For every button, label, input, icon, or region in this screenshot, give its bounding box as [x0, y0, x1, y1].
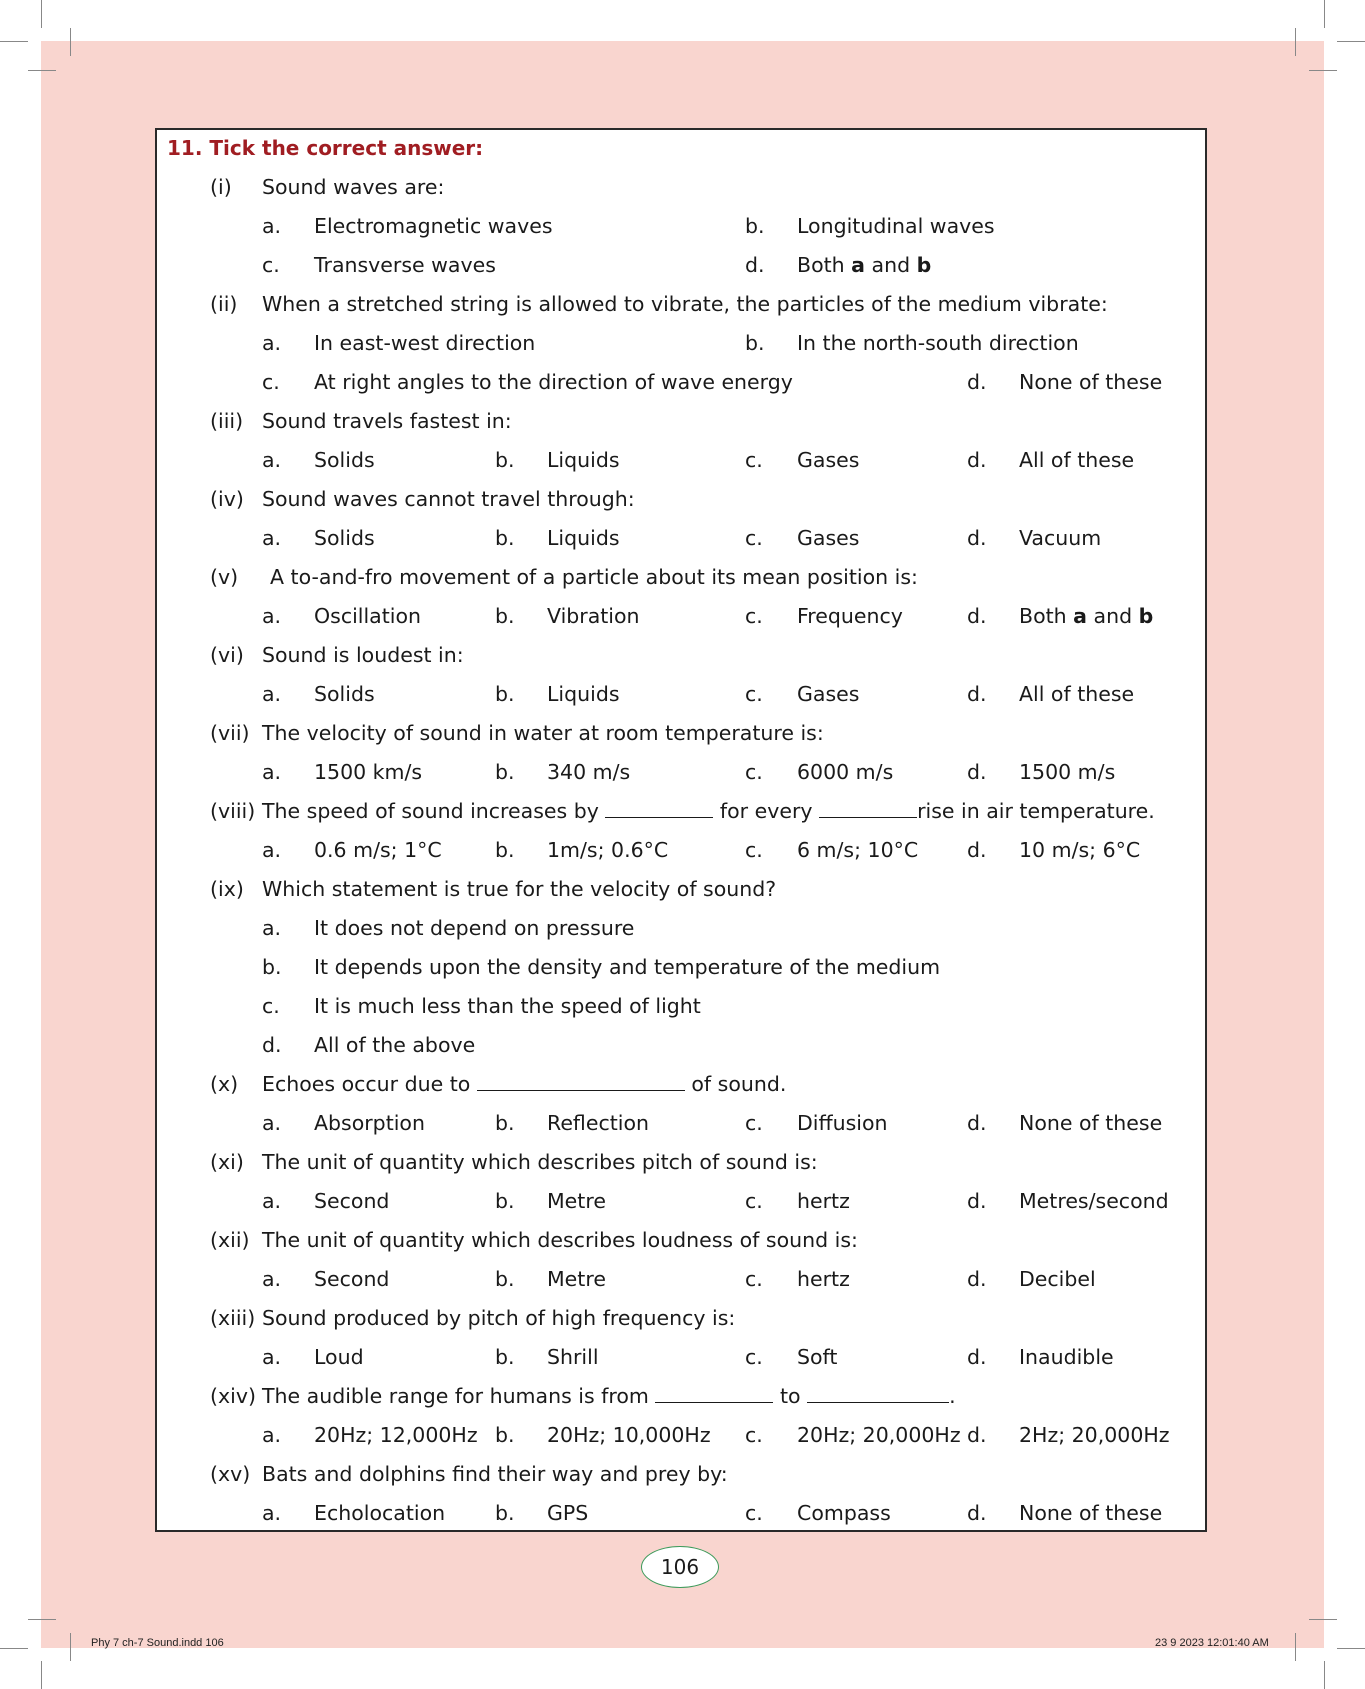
option-letter: d.: [967, 838, 987, 862]
option-text: Decibel: [1019, 1267, 1096, 1291]
option-text: GPS: [547, 1501, 589, 1525]
option-letter: d.: [967, 1267, 987, 1291]
crop-mark: [41, 1661, 42, 1689]
exercise-heading: 11. Tick the correct answer:: [167, 136, 484, 160]
question-text: A to-and-fro movement of a particle about its mean position is:: [270, 565, 918, 589]
option-text: Both a and b: [797, 253, 932, 277]
option-letter: c.: [745, 1267, 763, 1291]
option-text: 0.6 m/s; 1°C: [314, 838, 442, 862]
option-letter: c.: [262, 370, 280, 394]
option-text: It depends upon the density and temperature of the medium: [314, 955, 941, 979]
option-text: hertz: [797, 1267, 850, 1291]
option-text: Gases: [797, 526, 860, 550]
option-letter: d.: [967, 1111, 987, 1135]
option-letter: c.: [262, 994, 280, 1018]
option-text: Compass: [797, 1501, 891, 1525]
option-letter: d.: [967, 1345, 987, 1369]
option-letter: c.: [745, 1189, 763, 1213]
option-text: 20Hz; 12,000Hz: [314, 1423, 478, 1447]
option-letter: c.: [745, 1345, 763, 1369]
option-text: Loud: [314, 1345, 364, 1369]
crop-mark: [28, 1619, 56, 1620]
question-text: Sound travels fastest in:: [262, 409, 512, 433]
option-text: Transverse waves: [314, 253, 496, 277]
option-letter: b.: [745, 331, 765, 355]
option-text: Gases: [797, 682, 860, 706]
option-letter: b.: [495, 682, 515, 706]
option-text: Metres/second: [1019, 1189, 1169, 1213]
question-number: (xi): [210, 1150, 244, 1174]
option-letter: c.: [745, 682, 763, 706]
option-letter: a.: [262, 1111, 282, 1135]
option-letter: b.: [495, 448, 515, 472]
option-letter: b.: [262, 955, 282, 979]
crop-mark: [1324, 1661, 1325, 1689]
option-text: Metre: [547, 1189, 606, 1213]
option-letter: a.: [262, 331, 282, 355]
question-text: The unit of quantity which describes pitch of sound is:: [262, 1150, 818, 1174]
option-letter: a.: [262, 1189, 282, 1213]
question-number: (iv): [210, 487, 244, 511]
option-letter: a.: [262, 1345, 282, 1369]
option-text: Solids: [314, 448, 375, 472]
question-number: (xv): [210, 1462, 251, 1486]
option-text: Liquids: [547, 448, 620, 472]
option-text: Inaudible: [1019, 1345, 1114, 1369]
option-text: Frequency: [797, 604, 903, 628]
crop-mark: [0, 41, 28, 42]
option-text: Gases: [797, 448, 860, 472]
option-letter: b.: [495, 1345, 515, 1369]
option-letter: b.: [495, 1423, 515, 1447]
slug-timestamp: 23 9 2023 12:01:40 AM: [1155, 1637, 1269, 1649]
option-text: 1500 m/s: [1019, 760, 1116, 784]
crop-mark: [1295, 1633, 1296, 1661]
option-letter: d.: [967, 1501, 987, 1525]
option-text: Reflection: [547, 1111, 649, 1135]
option-text: Solids: [314, 682, 375, 706]
option-text: All of these: [1019, 682, 1135, 706]
option-text: Both a and b: [1019, 604, 1154, 628]
question-text: Sound produced by pitch of high frequency is:: [262, 1306, 736, 1330]
page-number: 106: [641, 1546, 719, 1588]
option-text: 1m/s; 0.6°C: [547, 838, 669, 862]
question-text: Sound waves are:: [262, 175, 445, 199]
answer-blank[interactable]: [605, 799, 713, 818]
option-text: Electromagnetic waves: [314, 214, 553, 238]
option-letter: b.: [495, 1501, 515, 1525]
option-text: 340 m/s: [547, 760, 631, 784]
option-text: Echolocation: [314, 1501, 446, 1525]
question-text: The audible range for humans is from to .: [262, 1384, 956, 1408]
option-letter: b.: [495, 760, 515, 784]
question-text: Sound is loudest in:: [262, 643, 464, 667]
option-letter: b.: [495, 838, 515, 862]
option-text: Longitudinal waves: [797, 214, 995, 238]
option-letter: a.: [262, 448, 282, 472]
question-number: (xii): [210, 1228, 250, 1252]
option-text: Vacuum: [1019, 526, 1102, 550]
question-text: When a stretched string is allowed to vibrate, the particles of the medium vibrate:: [262, 292, 1108, 316]
option-letter: c.: [745, 604, 763, 628]
option-text: Shrill: [547, 1345, 599, 1369]
crop-mark: [1309, 70, 1337, 71]
question-text: Echoes occur due to of sound.: [262, 1072, 787, 1096]
option-letter: d.: [745, 253, 765, 277]
option-letter: c.: [745, 1111, 763, 1135]
option-text: Oscillation: [314, 604, 422, 628]
option-letter: d.: [967, 526, 987, 550]
option-text: At right angles to the direction of wave energy: [314, 370, 793, 394]
option-letter: a.: [262, 916, 282, 940]
option-text: Diffusion: [797, 1111, 888, 1135]
question-text: The unit of quantity which describes loudness of sound is:: [262, 1228, 858, 1252]
option-letter: d.: [967, 448, 987, 472]
option-letter: d.: [967, 604, 987, 628]
option-letter: d.: [967, 1189, 987, 1213]
option-text: Absorption: [314, 1111, 425, 1135]
crop-mark: [1337, 1648, 1365, 1649]
slug-file-info: Phy 7 ch-7 Sound.indd 106: [91, 1637, 224, 1649]
question-number: (ii): [210, 292, 238, 316]
crop-mark: [28, 70, 56, 71]
option-letter: c.: [745, 526, 763, 550]
option-letter: b.: [495, 1267, 515, 1291]
option-letter: a.: [262, 526, 282, 550]
question-number: (x): [210, 1072, 239, 1096]
option-text: 20Hz; 20,000Hz: [797, 1423, 961, 1447]
question-number: (viii): [210, 799, 256, 823]
option-letter: a.: [262, 214, 282, 238]
question-number: (vi): [210, 643, 244, 667]
answer-blank[interactable]: [477, 1072, 685, 1091]
crop-mark: [1295, 28, 1296, 56]
option-letter: b.: [495, 526, 515, 550]
option-letter: a.: [262, 1267, 282, 1291]
question-number: (xiv): [210, 1384, 256, 1408]
option-letter: d.: [262, 1033, 282, 1057]
exercise-box: [155, 128, 1207, 1532]
question-number: (iii): [210, 409, 244, 433]
option-letter: b.: [495, 1189, 515, 1213]
option-text: Vibration: [547, 604, 640, 628]
question-number: (ix): [210, 877, 244, 901]
question-text: The velocity of sound in water at room temperature is:: [262, 721, 824, 745]
option-letter: c.: [745, 1501, 763, 1525]
option-letter: c.: [745, 838, 763, 862]
option-letter: a.: [262, 760, 282, 784]
crop-mark: [70, 28, 71, 56]
option-text: None of these: [1019, 370, 1163, 394]
option-letter: c.: [745, 448, 763, 472]
crop-mark: [1337, 41, 1365, 42]
question-text: Bats and dolphins find their way and prey by:: [262, 1462, 728, 1486]
crop-mark: [70, 1633, 71, 1661]
crop-mark: [41, 0, 42, 28]
option-text: 6000 m/s: [797, 760, 894, 784]
option-text: It is much less than the speed of light: [314, 994, 701, 1018]
crop-mark: [1324, 0, 1325, 28]
answer-blank[interactable]: [807, 1384, 949, 1403]
question-text: The speed of sound increases by for every rise in air temperature.: [262, 799, 1155, 823]
option-text: 6 m/s; 10°C: [797, 838, 919, 862]
option-text: Second: [314, 1189, 390, 1213]
option-text: None of these: [1019, 1501, 1163, 1525]
option-text: Liquids: [547, 682, 620, 706]
option-letter: d.: [967, 1423, 987, 1447]
question-number: (vii): [210, 721, 250, 745]
option-text: Soft: [797, 1345, 838, 1369]
option-text: Liquids: [547, 526, 620, 550]
option-letter: a.: [262, 604, 282, 628]
question-text: Sound waves cannot travel through:: [262, 487, 635, 511]
question-text: Which statement is true for the velocity of sound?: [262, 877, 777, 901]
option-text: All of these: [1019, 448, 1135, 472]
option-text: It does not depend on pressure: [314, 916, 635, 940]
question-number: (i): [210, 175, 232, 199]
question-number: (xiii): [210, 1306, 256, 1330]
option-letter: b.: [745, 214, 765, 238]
option-text: 2Hz; 20,000Hz: [1019, 1423, 1170, 1447]
option-text: In the north-south direction: [797, 331, 1079, 355]
answer-blank[interactable]: [655, 1384, 773, 1403]
option-letter: c.: [745, 1423, 763, 1447]
option-letter: a.: [262, 1423, 282, 1447]
option-text: Solids: [314, 526, 375, 550]
option-text: None of these: [1019, 1111, 1163, 1135]
option-letter: c.: [745, 760, 763, 784]
option-text: All of the above: [314, 1033, 476, 1057]
option-text: 20Hz; 10,000Hz: [547, 1423, 711, 1447]
option-text: In east-west direction: [314, 331, 536, 355]
option-letter: a.: [262, 682, 282, 706]
option-letter: a.: [262, 1501, 282, 1525]
option-letter: b.: [495, 604, 515, 628]
answer-blank[interactable]: [819, 799, 917, 818]
crop-mark: [0, 1648, 28, 1649]
question-number: (v): [210, 565, 239, 589]
option-letter: c.: [262, 253, 280, 277]
option-letter: b.: [495, 1111, 515, 1135]
option-text: Second: [314, 1267, 390, 1291]
option-text: 10 m/s; 6°C: [1019, 838, 1141, 862]
option-letter: d.: [967, 682, 987, 706]
option-letter: d.: [967, 760, 987, 784]
option-text: hertz: [797, 1189, 850, 1213]
option-letter: d.: [967, 370, 987, 394]
crop-mark: [1309, 1619, 1337, 1620]
option-text: 1500 km/s: [314, 760, 423, 784]
option-text: Metre: [547, 1267, 606, 1291]
option-letter: a.: [262, 838, 282, 862]
